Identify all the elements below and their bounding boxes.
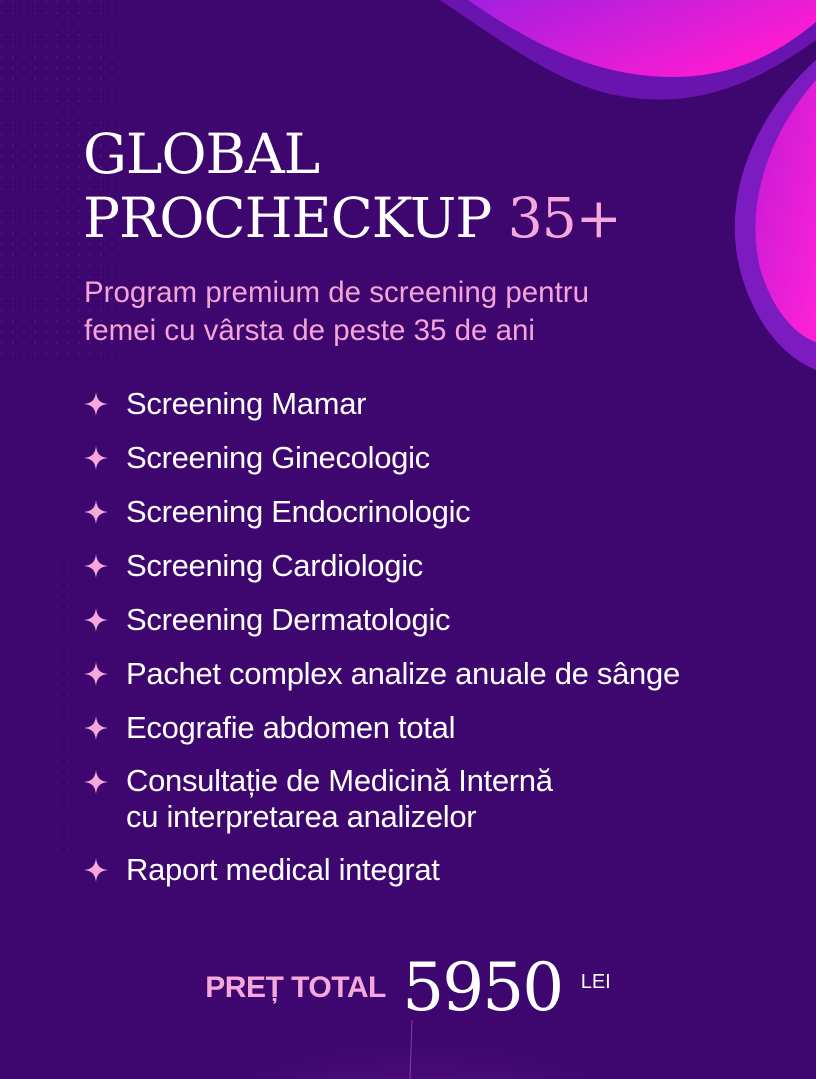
feature-item xyxy=(84,439,804,477)
program-title xyxy=(83,122,621,250)
feature-label: Pachet complex analize anuale de sânge xyxy=(126,656,680,691)
subtitle-line-1: Program premium de screening pentru xyxy=(84,276,590,309)
feature-label-line-1: Consultație de Medicină Internă xyxy=(126,763,553,798)
price-label: PREȚ TOTAL xyxy=(205,971,386,1004)
feature-label-line-2: cu interpretarea analizelor xyxy=(126,799,477,834)
sparkle-star-icon xyxy=(84,770,108,794)
sparkle-star-icon xyxy=(84,554,108,578)
program-subtitle xyxy=(84,274,764,350)
feature-label: Screening Ginecologic xyxy=(126,440,430,475)
sparkle-star-icon xyxy=(84,662,108,686)
sparkle-star-icon xyxy=(84,608,108,632)
sparkle-star-icon xyxy=(84,392,108,416)
feature-item xyxy=(84,601,804,639)
feature-label: Screening Endocrinologic xyxy=(126,494,471,529)
sparkle-star-icon xyxy=(84,858,108,882)
price-currency: LEI xyxy=(580,970,611,993)
title-line-2: PROCHECKUP xyxy=(83,186,492,250)
title-line-1: GLOBAL xyxy=(83,122,320,186)
sparkle-star-icon xyxy=(84,500,108,524)
feature-item xyxy=(84,709,804,747)
feature-label: Screening Mamar xyxy=(126,386,367,421)
title-accent-age: 35+ xyxy=(507,186,621,250)
feature-label: Screening Dermatologic xyxy=(126,602,451,637)
sparkle-star-icon xyxy=(84,446,108,470)
feature-item xyxy=(84,655,804,693)
feature-item xyxy=(84,385,804,423)
feature-item xyxy=(84,493,804,531)
price-value: 5950 xyxy=(402,949,563,1026)
feature-label: Raport medical integrat xyxy=(126,852,440,887)
sparkle-star-icon xyxy=(84,716,108,740)
feature-label: Screening Cardiologic xyxy=(126,548,423,583)
price-block xyxy=(0,950,816,1026)
feature-item xyxy=(84,763,804,835)
subtitle-line-2: femei cu vârsta de peste 35 de ani xyxy=(84,314,535,347)
feature-item xyxy=(84,547,804,585)
feature-item xyxy=(84,851,804,889)
feature-label: Ecografie abdomen total xyxy=(126,710,456,745)
features-list xyxy=(84,385,804,905)
